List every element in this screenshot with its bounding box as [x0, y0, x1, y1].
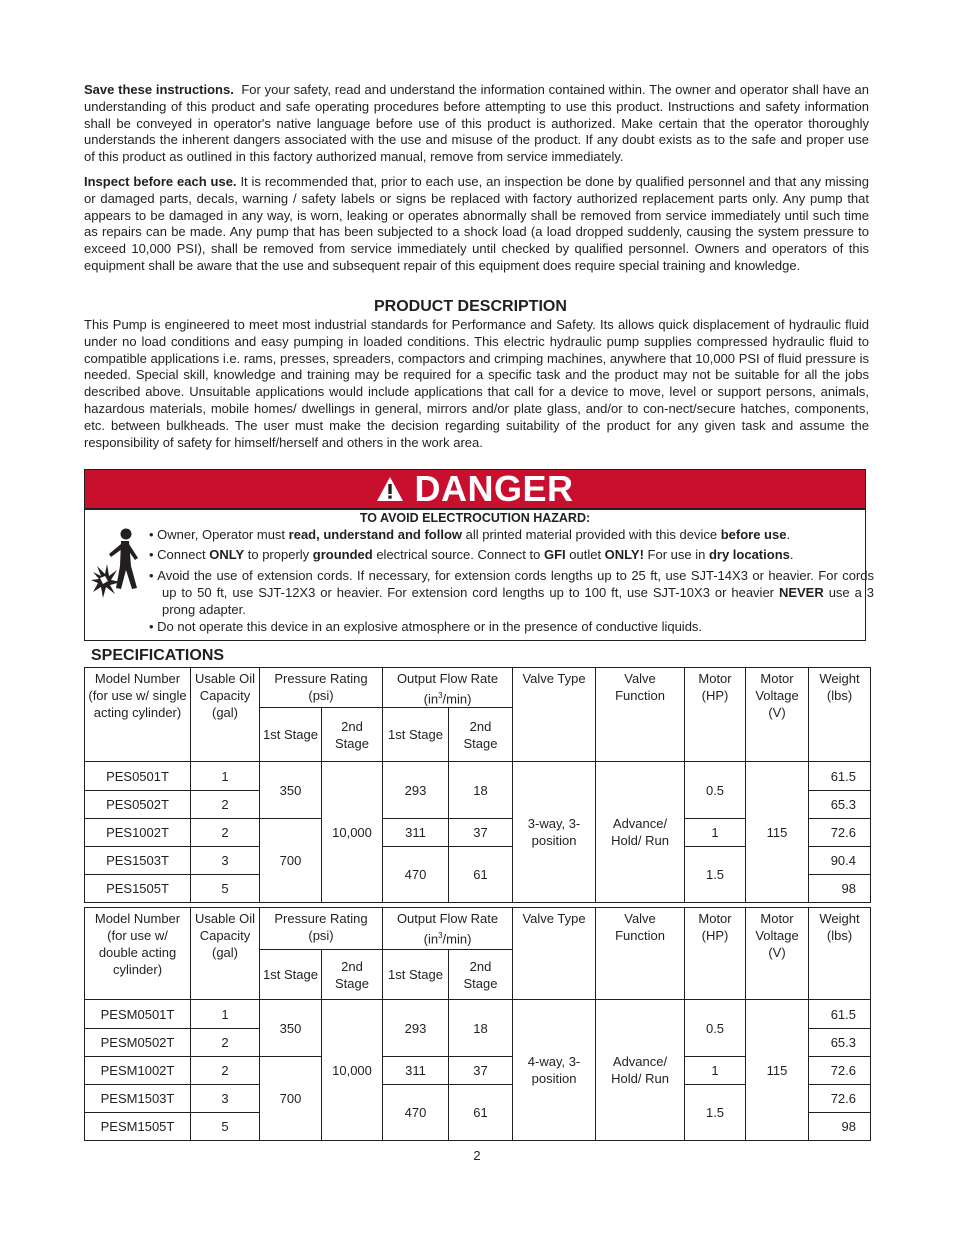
oil-cell: 5 — [191, 875, 260, 903]
bullet-text: • Owner, Operator must — [149, 527, 289, 542]
weight-cell: 90.4 — [809, 847, 871, 875]
header-row — [85, 668, 871, 708]
weight-cell: 72.6 — [809, 1085, 871, 1113]
oil-cell: 3 — [191, 847, 260, 875]
bullet-text: For use in — [643, 547, 709, 562]
bullet-emphasis: GFI — [543, 547, 566, 562]
pressure-stage1-cell: 350 — [260, 1000, 322, 1057]
flow-stage1-cell: 470 — [383, 847, 449, 903]
flow-stage1-cell: 311 — [383, 1057, 449, 1085]
motor-voltage-header: Motor Voltage (V) — [746, 908, 809, 1000]
spec-table-double-acting — [84, 907, 871, 1141]
danger-bullet-read — [149, 526, 861, 543]
flow-stage1-header: 1st Stage — [383, 950, 449, 1000]
flow-stage2-cell: 18 — [449, 1000, 513, 1057]
bullet-emphasis: read, understand and follow — [288, 527, 463, 542]
bullet-text: use a 3 prong adapter. — [162, 585, 874, 617]
danger-bullet-grounded — [149, 546, 861, 563]
flow-stage2-cell: 61 — [449, 1085, 513, 1141]
pressure-stage1-cell: 350 — [260, 762, 322, 819]
warning-triangle-icon — [376, 476, 404, 502]
model-cell: PES1002T — [85, 819, 191, 847]
inspect-paragraph — [84, 174, 869, 275]
model-cell: PESM1002T — [85, 1057, 191, 1085]
model-cell: PESM1503T — [85, 1085, 191, 1113]
flow-stage1-cell: 470 — [383, 1085, 449, 1141]
pressure-stage1-header: 1st Stage — [260, 708, 322, 762]
danger-bullet-extension-cords — [149, 567, 874, 618]
model-cell: PESM0501T — [85, 1000, 191, 1029]
save-instructions-paragraph — [84, 82, 869, 166]
danger-title: DANGER — [414, 468, 574, 509]
bullet-text: • Connect — [149, 547, 210, 562]
flow-stage1-cell: 293 — [383, 1000, 449, 1057]
flow-stage2-header: 2nd Stage — [449, 950, 513, 1000]
pressure-stage1-header: 1st Stage — [260, 950, 322, 1000]
valve-function-header: Valve Function — [596, 668, 685, 762]
save-instructions-lead: Save these instructions. — [84, 82, 234, 97]
valve-type-cell: 3-way, 3-position — [513, 762, 596, 903]
save-instructions-body: For your safety, read and understand the information contained within. The owner and operator shall have an understanding of this product and safe operating procedures before attempting to use this product. Instructions and safety information shall be conveyed in operator's native language before use of this product is authorized. Make certain that the operator thoroughly understands the inherent dangers associated with the use and misuse of the product. If any doubt exists as to the safe and proper use of this product as outlined in this factory authorized manual, remove from service immediately. — [84, 82, 869, 165]
weight-cell: 98 — [809, 1113, 871, 1141]
weight-header: Weight (lbs) — [809, 908, 871, 1000]
model-cell: PES1505T — [85, 875, 191, 903]
weight-cell: 61.5 — [809, 762, 871, 791]
oil-cell: 2 — [191, 1057, 260, 1085]
table-row — [85, 762, 871, 791]
flow-stage2-cell: 37 — [449, 819, 513, 847]
table-row — [85, 1000, 871, 1029]
model-number-header: Model Number (for use w/ single acting cylinder) — [85, 668, 191, 762]
model-cell: PESM0502T — [85, 1029, 191, 1057]
flow-header-label: Output Flow Rate — [396, 671, 499, 686]
motor-voltage-header: Motor Voltage (V) — [746, 668, 809, 762]
motor-hp-cell: 1 — [685, 819, 746, 847]
header-row — [85, 908, 871, 950]
oil-cell: 3 — [191, 1085, 260, 1113]
pressure-stage2-cell: 10,000 — [322, 1000, 383, 1141]
pressure-stage2-header: 2nd Stage — [322, 708, 383, 762]
flow-header-exponent: 3 — [438, 931, 443, 940]
bullet-emphasis: NEVER — [778, 585, 824, 600]
motor-hp-header: Motor (HP) — [685, 668, 746, 762]
page-number: 2 — [473, 1148, 481, 1163]
flow-header-unit: (in — [423, 691, 439, 707]
electrocution-person-icon — [91, 526, 145, 606]
danger-box — [84, 468, 874, 641]
flow-stage2-cell: 61 — [449, 847, 513, 903]
model-cell: PES0502T — [85, 791, 191, 819]
bullet-text: • Avoid the use of extension cords. If necessary, for extension cords lengths up to 25 ft, use SJT-14X3 or heavier. For cords up to 50 ft, use SJT-12X3 or heavier. For extension cord lengths up to 100 ft, use SJT-10X3 or heavier — [149, 568, 874, 600]
flow-stage1-cell: 293 — [383, 762, 449, 819]
flow-stage1-cell: 311 — [383, 819, 449, 847]
pressure-stage1-cell: 700 — [260, 1057, 322, 1141]
valve-function-cell: Advance/ Hold/ Run — [596, 1000, 685, 1141]
motor-hp-cell: 1.5 — [685, 1085, 746, 1141]
specifications-heading: SPECIFICATIONS — [91, 647, 225, 664]
oil-cell: 2 — [191, 1029, 260, 1057]
model-cell: PESM1505T — [85, 1113, 191, 1141]
motor-hp-cell: 0.5 — [685, 762, 746, 819]
model-cell: PES1503T — [85, 847, 191, 875]
oil-cell: 2 — [191, 791, 260, 819]
valve-type-header: Valve Type — [513, 668, 596, 762]
spec-table-single-acting — [84, 667, 871, 903]
output-flow-header — [383, 668, 513, 708]
motor-voltage-cell: 115 — [746, 762, 809, 903]
flow-stage2-cell: 18 — [449, 762, 513, 819]
bullet-text: . — [786, 527, 791, 542]
motor-voltage-cell: 115 — [746, 1000, 809, 1141]
flow-stage1-header: 1st Stage — [383, 708, 449, 762]
weight-cell: 72.6 — [809, 1057, 871, 1085]
oil-cell: 2 — [191, 819, 260, 847]
inspect-body: It is recommended that, prior to each use, an inspection be done by qualified personnel and that any missing or damaged parts, decals, warning / safety labels or signs be replaced with factory authorized replacement parts only. Any pump that appears to be damaged in any way, is worn, leaking or operates abnormally shall be removed from service immediately until such time as repairs can be made. Any pump that has been subjected to a shock load (a load dropped suddenly, causing the system pressure to exceed 10,000 PSI), shall be removed from service immediately until checked by qualified personnel. Owners and operators of this equipment shall be aware that the use and subsequent repair of this equipment does require special training and knowledge. — [84, 174, 869, 273]
flow-header-unit-suffix: /min) — [442, 931, 472, 947]
product-description-heading: PRODUCT DESCRIPTION — [374, 298, 567, 315]
motor-hp-cell: 0.5 — [685, 1000, 746, 1057]
bullet-emphasis: grounded — [312, 547, 373, 562]
product-description-body: This Pump is engineered to meet most industrial standards for Performance and Safety. Its allows quick displacement of hydraulic fluid under no load conditions and easy pumping in loaded conditions. This electric hydraulic pump supplies compressed hydraulic fluid to compatible applications i.e. rams, presses, spreaders, compactors and crimping machines, anywhere that 10,000 PSI of fluid pressure is needed. Special skill, knowledge and training may be required for a specific task and the product may not be suitable for all the jobs described above. Unsuitable applications would include applications that call for a device to move, level or support persons, animals, hazardous materials, mobile homes/ dwellings in general, mirrors and/or plate glass, and/or to con-nect/secure hatches, components, etc. between bulkheads. The user must make the decision regarding suitability of the product for any given task and assume the responsibility of safety for himself/herself and others in the work area. — [84, 317, 869, 450]
model-number-header: Model Number (for use w/ double acting cylinder) — [85, 908, 191, 1000]
bullet-emphasis: ONLY — [209, 547, 245, 562]
bullet-text: . — [789, 547, 794, 562]
model-cell: PES0501T — [85, 762, 191, 791]
inspect-lead: Inspect before each use. — [84, 174, 237, 189]
weight-header: Weight (lbs) — [809, 668, 871, 762]
flow-header-label: Output Flow Rate — [396, 911, 499, 926]
pressure-rating-header: Pressure Rating (psi) — [260, 908, 383, 950]
flow-stage2-header: 2nd Stage — [449, 708, 513, 762]
oil-cell: 1 — [191, 1000, 260, 1029]
output-flow-header — [383, 908, 513, 950]
danger-subtitle: TO AVOID ELECTROCUTION HAZARD: — [359, 511, 591, 525]
weight-cell: 61.5 — [809, 1000, 871, 1029]
weight-cell: 65.3 — [809, 791, 871, 819]
bullet-emphasis: dry locations — [708, 547, 790, 562]
oil-cell: 5 — [191, 1113, 260, 1141]
pressure-stage1-cell: 700 — [260, 819, 322, 903]
danger-bullet-explosive: • Do not operate this device in an explosive atmosphere or in the presence of conductive liquids. — [149, 619, 703, 634]
bullet-emphasis: before use — [720, 527, 787, 542]
flow-header-exponent: 3 — [438, 691, 443, 700]
pressure-stage2-header: 2nd Stage — [322, 950, 383, 1000]
valve-type-cell: 4-way, 3-position — [513, 1000, 596, 1141]
weight-cell: 72.6 — [809, 819, 871, 847]
motor-hp-header: Motor (HP) — [685, 908, 746, 1000]
bullet-text: all printed material provided with this device — [462, 527, 721, 542]
weight-cell: 65.3 — [809, 1029, 871, 1057]
bullet-text: electrical source. Connect to — [372, 547, 544, 562]
bullet-text: to properly — [244, 547, 313, 562]
danger-banner — [85, 470, 865, 510]
flow-stage2-cell: 37 — [449, 1057, 513, 1085]
oil-capacity-header: Usable Oil Capacity (gal) — [191, 908, 260, 1000]
weight-cell: 98 — [809, 875, 871, 903]
valve-type-header: Valve Type — [513, 908, 596, 1000]
valve-function-cell: Advance/ Hold/ Run — [596, 762, 685, 903]
valve-function-header: Valve Function — [596, 908, 685, 1000]
oil-capacity-header: Usable Oil Capacity (gal) — [191, 668, 260, 762]
motor-hp-cell: 1 — [685, 1057, 746, 1085]
oil-cell: 1 — [191, 762, 260, 791]
flow-header-unit: (in — [423, 931, 439, 947]
flow-header-unit-suffix: /min) — [442, 691, 472, 707]
pressure-stage2-cell: 10,000 — [322, 762, 383, 903]
pressure-rating-header: Pressure Rating (psi) — [260, 668, 383, 708]
motor-hp-cell: 1.5 — [685, 847, 746, 903]
bullet-emphasis: ONLY! — [604, 547, 644, 562]
bullet-text: outlet — [565, 547, 605, 562]
